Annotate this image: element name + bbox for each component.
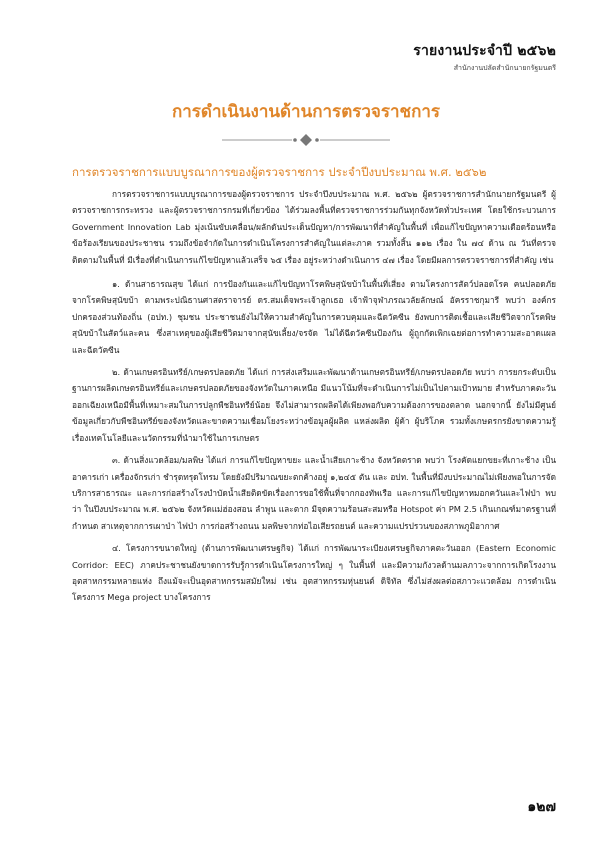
section-heading: การตรวจราชการแบบบูรณาการของผู้ตรวจราชการ ประจำปีงบประมาณ พ.ศ. ๒๕๖๒: [72, 165, 487, 179]
running-header: [413, 40, 556, 74]
paragraph-mega-projects: ๔. โครงการขนาดใหญ่ (ด้านการพัฒนาเศรษฐกิจ) ได้แก่ การพัฒนาระเบียงเศรษฐกิจภาคตะวันออก (Eastern Economic Corridor: EEC) ภาคประชาชนยังขาดการรับรู้การดำเนินโครงการใหญ่ ๆ ในพื้นที่ และมีความกังวลด้านมลภาวะจากการเกิดโรงงานอุตสาหกรรมหลายแห่ง ถึงแม้จะเป็นอุตสาหกรรมสมัยใหม่ เช่น อุตสาหกรรมหุ่นยนต์ ดิจิทัล ซึ่งไม่ส่งผลต่อสภาวะแวดล้อม การดำเนินโครงการ Mega project บางโครงการ: [72, 543, 556, 603]
divider-ornament-icon: [222, 132, 390, 148]
body-text: [72, 186, 556, 612]
page-title: การดำเนินงานด้านการตรวจราชการ: [171, 102, 441, 122]
paragraph-environment: ๓. ด้านสิ่งแวดล้อม/มลพิษ ได้แก่ การแก้ไขปัญหาขยะ และน้ำเสียเกาะช้าง จังหวัดตราด พบว่า โรงคัดแยกขยะที่เกาะช้าง เป็นอาคารเก่า เครื่องจักรเก่า ชำรุดทรุดโทรม โดยยังมีปริมาณขยะตกค้างอยู่ ๑,๒๔๕ ตัน และ อปท. ในพื้นที่มีงบประมาณไม่เพียงพอในการจัดบริการสาธารณะ และการก่อสร้างโรงบำบัดน้ำเสียติดขัดเรื่องการขอใช้พื้นที่จากกองทัพเรือ และการแก้ไขปัญหาหมอกควันและไฟป่า พบว่า ในปีงบประมาณ พ.ศ. ๒๕๖๒ จังหวัดแม่ฮ่องสอน ลำพูน และตาก มีจุดความร้อนสะสมหรือ Hotspot ค่า PM 2.5 เกินเกณฑ์มาตรฐานที่กำหนด สาเหตุจากการเผาป่า ไฟป่า การก่อสร้างถนน มลพิษจากท่อไอเสียรถยนต์ และความแปรปรวนของสภาพภูมิอากาศ: [72, 455, 556, 531]
report-subtitle: สำนักงานปลัดสำนักนายกรัฐมนตรี: [453, 64, 556, 72]
paragraph-organic-agriculture: ๒. ด้านเกษตรอินทรีย์/เกษตรปลอดภัย ได้แก่ การส่งเสริมและพัฒนาด้านเกษตรอินทรีย์/เกษตรปลอดภัย พบว่า การยกระดับเป็นฐานการผลิตเกษตรอินทรีย์และเกษตรปลอดภัยของจังหวัดในภาคเหนือ มีแนวโน้มที่จะดำเนินการไม่เป็นไปตามเป้าหมาย สำหรับภาคตะวันออกเฉียงเหนือมีพื้นที่เหมาะสมในการปลูกพืชอินทรีย์น้อย จึงไม่สามารถผลิตได้เพียงพอกับความต้องการของตลาด นอกจากนี้ ยังไม่มีศูนย์ข้อมูลเกี่ยวกับพืชอินทรีย์ของจังหวัดและขาดความเชื่อมโยงระหว่างข้อมูลผู้ผลิต แหล่งผลิต ผู้ค้า ผู้บริโภค รวมทั้งเกษตรกรยังขาดความรู้เรื่องเทคโนโลยีและนวัตกรรมที่นำมาใช้ในการเกษตร: [72, 367, 556, 443]
report-title: รายงานประจำปี ๒๕๖๒: [413, 43, 556, 59]
page-number: ๑๒๗: [527, 799, 556, 815]
paragraph-public-health: ๑. ด้านสาธารณสุข ได้แก่ การป้องกันและแก้ไขปัญหาโรคพิษสุนัขบ้าในพื้นที่เสี่ยง ตามโครงการสัตว์ปลอดโรค คนปลอดภัย จากโรคพิษสุนัขบ้า ตามพระปณิธานศาสตราจารย์ ดร.สมเด็จพระเจ้าลูกเธอ เจ้าฟ้าจุฬาภรณวลัยลักษณ์ อัครราชกุมารี พบว่า องค์กรปกครองส่วนท้องถิ่น (อปท.) ชุมชน ประชาชนยังไม่ให้ความสำคัญในการควบคุมและฉีดวัคซีน ยังพบการติดเชื้อและเสียชีวิตจากโรคพิษสุนัขบ้าในสัตว์และคน ซึ่งสาเหตุของผู้เสียชีวิตมาจากสุนัขเลี้ยง/จรจัด ไม่ได้ฉีดวัคซีนป้องกัน ผู้ถูกกัดเพิกเฉยต่อการทำความสะอาดแผลและฉีดวัคซีน: [72, 279, 556, 355]
paragraph-intro: การตรวจราชการแบบบูรณาการของผู้ตรวจราชการ ประจำปีงบประมาณ พ.ศ. ๒๕๖๒ ผู้ตรวจราชการสำนักนายกรัฐมนตรี ผู้ตรวจราชการกระทรวง และผู้ตรวจราชการกรมที่เกี่ยวข้อง ได้ร่วมลงพื้นที่ตรวจราชการร่วมกันทุกจังหวัดทั่วประเทศ โดยใช้กระบวนการ Government Innovation Lab มุ่งเน้นขับเคลื่อน/ผลักดันประเด็นปัญหา/การพัฒนาที่สำคัญในพื้นที่ เพื่อแก้ไขปัญหาความเดือดร้อนหรือข้อร้องเรียนของประชาชน รวมถึงข้อจำกัดในการดำเนินโครงการสำคัญในแต่ละภาค รวมทั้งสิ้น ๑๑๒ เรื่อง ใน ๗๔ ด้าน ณ วันที่ตรวจติดตามในพื้นที่ มีเรื่องที่ดำเนินการแก้ไขปัญหาแล้วเสร็จ ๖๕ เรื่อง อยู่ระหว่างดำเนินการ ๔๗ เรื่อง โดยมีผลการตรวจราชการที่สำคัญ เช่น: [72, 189, 556, 265]
